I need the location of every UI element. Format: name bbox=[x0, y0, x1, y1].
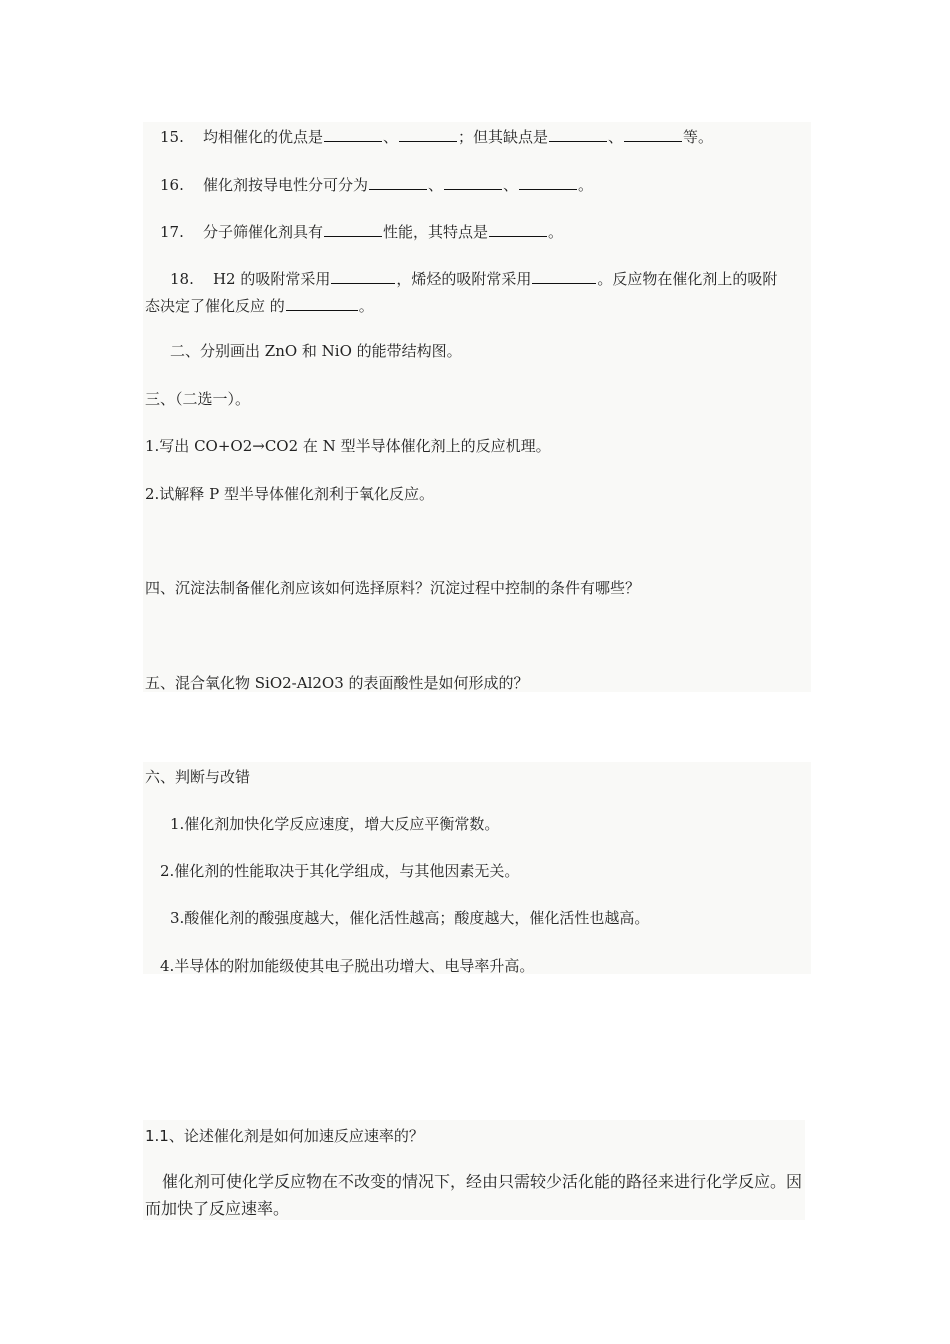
section-6-item-2 bbox=[160, 861, 810, 881]
section-6-item-4 bbox=[160, 956, 810, 976]
section-6-item-1 bbox=[170, 814, 810, 834]
answer-blank[interactable] bbox=[444, 175, 502, 190]
section-5-text: 五、混合氧化物 SiO2-Al2O3 的表面酸性是如何形成的？ bbox=[145, 674, 529, 692]
answer-blank[interactable] bbox=[624, 127, 682, 142]
item-text: 1.催化剂加快化学反应速度，增大反应平衡常数。 bbox=[170, 815, 500, 833]
question-text: 性能，其特点是 bbox=[382, 223, 488, 241]
section-3-title: 三、（二选一）。 bbox=[145, 390, 251, 408]
question-text: ，烯烃的吸附常采用 bbox=[396, 270, 532, 288]
question-text: 。 bbox=[577, 176, 593, 194]
answer-text: 催化剂可使化学反应物在不改变的情况下，经由只需较少活化能的路径来进行化学反应。因而加快了反应速率。 bbox=[145, 1172, 803, 1218]
question-number: 16. bbox=[160, 176, 184, 194]
question-text: 态决定了催化反应 的 bbox=[145, 297, 285, 315]
question-18-line-2 bbox=[145, 296, 810, 316]
section-5-heading bbox=[145, 673, 810, 693]
question-number: 17. bbox=[160, 223, 184, 241]
item-text: 1.写出 CO+O2→CO2 在 N 型半导体催化剂上的反应机理。 bbox=[145, 437, 551, 455]
separator: 、 bbox=[427, 176, 443, 194]
section-3-item-1 bbox=[145, 436, 810, 456]
answer-blank[interactable] bbox=[532, 269, 596, 284]
item-text: 3.酸催化剂的酸强度越大，催化活性越高；酸度越大，催化活性也越高。 bbox=[170, 909, 650, 927]
answer-blank[interactable] bbox=[519, 175, 577, 190]
section-6-item-3 bbox=[170, 908, 810, 928]
question-text: 等。 bbox=[683, 128, 714, 146]
answer-blank[interactable] bbox=[286, 296, 358, 311]
section-6-heading bbox=[145, 767, 810, 787]
section-2-heading bbox=[170, 341, 810, 361]
question-18-line-1 bbox=[170, 269, 810, 289]
question-16 bbox=[160, 175, 810, 195]
separator: 、 bbox=[502, 176, 518, 194]
question-text: 分子筛催化剂具有 bbox=[202, 223, 323, 241]
question-text: H2 的吸附常采用 bbox=[212, 270, 331, 288]
answer-blank[interactable] bbox=[489, 222, 547, 237]
item-text: 4.半导体的附加能级使其电子脱出功增大、电导率升高。 bbox=[160, 957, 535, 975]
answer-blank[interactable] bbox=[549, 127, 607, 142]
answer-blank[interactable] bbox=[331, 269, 395, 284]
section-4-text: 四、沉淀法制备催化剂应该如何选择原料？沉淀过程中控制的条件有哪些？ bbox=[145, 579, 641, 597]
separator: 、 bbox=[607, 128, 623, 146]
answer-blank[interactable] bbox=[324, 222, 382, 237]
section-3-item-2 bbox=[145, 484, 810, 504]
essay-question bbox=[145, 1126, 810, 1146]
section-2-text: 二、分别画出 ZnO 和 NiO 的能带结构图。 bbox=[170, 342, 462, 360]
answer-blank[interactable] bbox=[369, 175, 427, 190]
question-text: 。 bbox=[358, 297, 374, 315]
section-3-heading bbox=[145, 389, 810, 409]
essay-answer bbox=[145, 1168, 810, 1222]
question-text: ；但其缺点是 bbox=[457, 128, 548, 146]
section-4-heading bbox=[145, 578, 810, 598]
question-number: 15. bbox=[160, 128, 184, 146]
question-number: 18. bbox=[170, 270, 194, 288]
item-text: 2.试解释 P 型半导体催化剂利于氧化反应。 bbox=[145, 485, 434, 503]
question-text: 。反应物在催化剂上的吸附 bbox=[597, 270, 778, 288]
answer-blank[interactable] bbox=[399, 127, 457, 142]
separator: 、 bbox=[382, 128, 398, 146]
essay-title: 1.1、论述催化剂是如何加速反应速率的？ bbox=[145, 1127, 424, 1145]
answer-blank[interactable] bbox=[324, 127, 382, 142]
question-text: 。 bbox=[547, 223, 563, 241]
item-text: 2.催化剂的性能取决于其化学组成，与其他因素无关。 bbox=[160, 862, 520, 880]
question-15 bbox=[160, 127, 810, 147]
question-text: 催化剂按导电性分可分为 bbox=[202, 176, 368, 194]
question-text: 均相催化的优点是 bbox=[202, 128, 323, 146]
section-6-title: 六、判断与改错 bbox=[145, 768, 251, 786]
question-17 bbox=[160, 222, 810, 242]
